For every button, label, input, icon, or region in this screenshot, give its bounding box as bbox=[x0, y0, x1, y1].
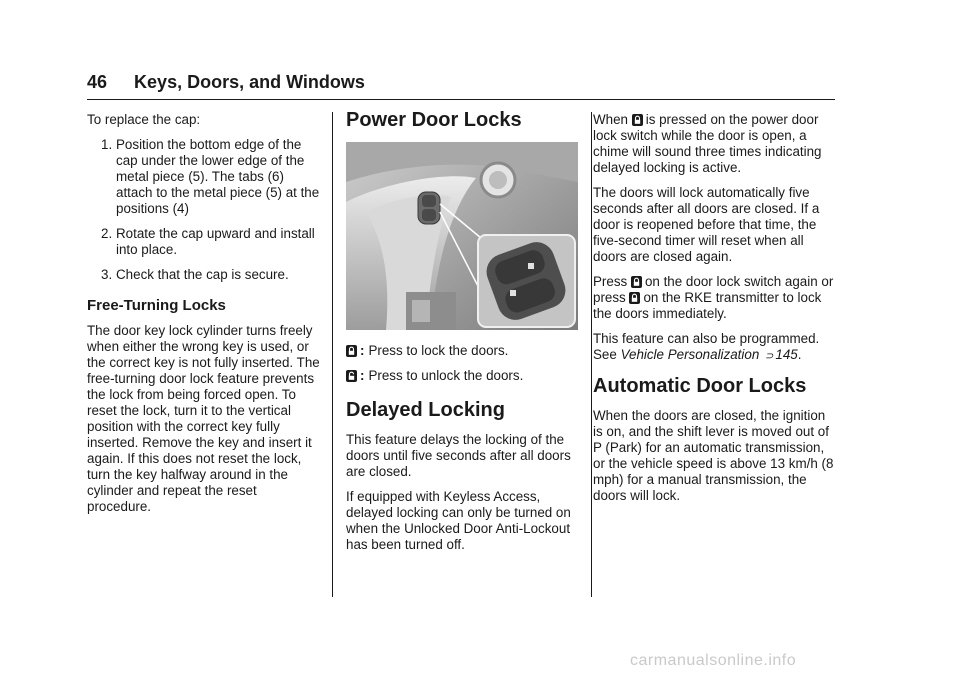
unlock-symbol-line bbox=[346, 368, 582, 384]
vehicle-personalization-link[interactable] bbox=[621, 347, 798, 362]
column-divider bbox=[591, 112, 592, 597]
step-text: Position the bottom edge of the cap under the lower edge of the metal piece (5). The tabs (6) attach to the metal piece (5) at the positions (4) bbox=[116, 137, 320, 216]
lock-symbol-line bbox=[346, 343, 582, 359]
free-turning-locks-text: The door key lock cylinder turns freely when either the wrong key is used, or the correct key is not fully inserted. The free-turning door lock feature prevents the lock from being forced open. To reset the lock, turn it to the vertical position with the correct key fully inserted. Remove the key and insert it again. If this does not reset the lock, turn the key halfway around in the cylinder and repeat the reset procedure. bbox=[87, 323, 320, 514]
watermark: carmanualsonline.info bbox=[630, 652, 797, 669]
lock-icon bbox=[629, 292, 640, 304]
page-reference-icon: ⊃ bbox=[765, 351, 774, 362]
automatic-door-locks-heading: Automatic Door Locks bbox=[593, 375, 807, 397]
link-text[interactable]: Vehicle Personalization bbox=[620, 347, 760, 362]
step-item bbox=[87, 226, 322, 258]
lock-icon bbox=[632, 114, 643, 126]
lock-icon bbox=[346, 345, 357, 357]
unlock-icon bbox=[346, 370, 357, 382]
section-title: Keys, Doors, and Windows bbox=[134, 72, 365, 92]
power-door-locks-heading: Power Door Locks bbox=[346, 109, 522, 131]
text-fragment: Press bbox=[593, 274, 628, 289]
auto-lock-timer-text: The doors will lock automatically five seconds after all doors are closed. If a door is reopened before that time, the five-second timer will reset when all doors are closed again. bbox=[593, 185, 820, 264]
intro-text: To replace the cap: bbox=[87, 112, 201, 127]
delayed-lock-chime-text bbox=[593, 112, 838, 176]
automatic-door-locks-text: When the doors are closed, the ignition is on, and the shift lever is moved out of P (Park) for an automatic transmission, or the vehicle speed is above 13 km/h (8 mph) for a manual transmission, the doors will lock. bbox=[593, 408, 834, 503]
text-fragment: is pressed on the power door lock switch while the door is open, a chime will sound three times indicating delayed locking is active. bbox=[593, 112, 822, 175]
text-fragment: This feature can also be programmed. See bbox=[593, 331, 820, 362]
step-item bbox=[87, 267, 322, 283]
lock-description: Press to lock the doors. bbox=[368, 343, 509, 358]
header-divider bbox=[87, 99, 835, 100]
step-item bbox=[87, 137, 322, 217]
step-text: Rotate the cap upward and install into place. bbox=[116, 226, 315, 257]
text-fragment: . bbox=[797, 347, 802, 362]
step-number: 1. bbox=[101, 137, 113, 152]
page-header bbox=[87, 72, 365, 93]
column-3 bbox=[593, 112, 838, 513]
page-reference-number[interactable]: 145 bbox=[775, 347, 798, 362]
delayed-locking-text-2: If equipped with Keyless Access, delayed locking can only be turned on when the Unlocked Door Anti-Lockout has been turned off. bbox=[346, 489, 571, 552]
text-fragment: When bbox=[593, 112, 628, 127]
symbol-colon: : bbox=[360, 343, 365, 358]
text-fragment: on the RKE transmitter to lock the doors immediately. bbox=[593, 290, 822, 321]
door-lock-switch-photo bbox=[346, 142, 578, 330]
immediate-lock-text bbox=[593, 274, 838, 322]
column-1 bbox=[87, 112, 322, 524]
free-turning-locks-heading: Free-Turning Locks bbox=[87, 297, 226, 314]
column-2 bbox=[346, 108, 582, 562]
column-divider bbox=[332, 112, 333, 597]
unlock-description: Press to unlock the doors. bbox=[368, 368, 524, 383]
delayed-locking-text-1: This feature delays the locking of the doors until five seconds after all doors are closed. bbox=[346, 432, 571, 479]
delayed-locking-heading: Delayed Locking bbox=[346, 399, 505, 421]
step-text: Check that the cap is secure. bbox=[116, 267, 289, 282]
page-number: 46 bbox=[87, 72, 108, 92]
symbol-colon: : bbox=[360, 368, 365, 383]
step-number: 3. bbox=[101, 267, 113, 282]
step-number: 2. bbox=[101, 226, 113, 241]
text-fragment: on the door lock switch again or press bbox=[593, 274, 834, 305]
programming-reference-text bbox=[593, 331, 838, 365]
lock-icon bbox=[631, 276, 642, 288]
replace-cap-steps bbox=[87, 137, 322, 283]
